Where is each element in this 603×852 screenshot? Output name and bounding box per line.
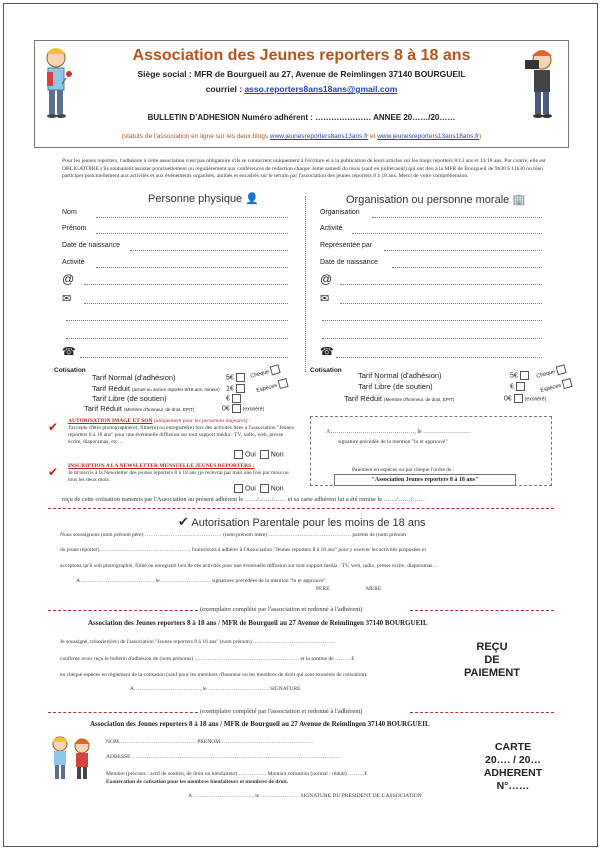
exemplaire1-sep: (exemplaire complété par l'association et redonné à l'adhérent) [200, 606, 363, 613]
courriel-link[interactable]: asso.reporters8ans18ans@gmail.com [244, 84, 398, 94]
association-title: Association des Jeunes reporters 8 à 18 ans [132, 47, 471, 64]
morale-representee-label: Représentée par [320, 242, 373, 249]
two-reporters-illustration [46, 734, 98, 784]
physique-naissance-field[interactable] [130, 250, 288, 251]
recu-transmis-line: reçu de cette cotisation transmis par l'Association au présent adhérent le ……/……/…… et sa carte adhérent lui a été remise le ……/……/…… [62, 496, 425, 503]
exemplaire2-nom: NOM…………………………………… PRENOM…………………………………………… [106, 739, 314, 745]
recu-de-paiement: REÇU DE PAIEMENT [463, 641, 521, 679]
tarif-reduit-checkbox-left[interactable] [236, 384, 245, 393]
price-5-right: 5€ [510, 372, 518, 380]
reduit2-note-left: (Membre d'honneur, de droit, EPIT) [124, 407, 195, 412]
exemplaire2-exoneration: Exonération de cotisation pour les membres bienfaiteurs et membres de droit. [106, 779, 289, 785]
morale-email-field[interactable] [340, 284, 542, 285]
signature-mention: signature précédée de la mention "lu et approuvé" [338, 439, 448, 445]
person-icon: 👤 [245, 193, 259, 205]
mere-label: MERE [366, 586, 382, 592]
reduit2-text-left: Tarif Réduit [84, 404, 122, 413]
price-libre-right: € [510, 383, 514, 391]
morale-phone-icon: ☎ [320, 346, 334, 358]
morale-phone-field[interactable] [336, 357, 542, 358]
price-0-right: 0€ [504, 395, 512, 403]
physique-nom-label: Nom [62, 209, 77, 216]
header-box [34, 40, 569, 148]
physique-phone-field[interactable] [80, 357, 288, 358]
autorisation-title: AUTORISATION IMAGE ET SON [68, 418, 153, 424]
cheque-text-left: Chèque [249, 368, 271, 380]
especes-text-left: Espèces [255, 382, 278, 394]
tarif-normal-left: Tarif Normal (d'adhésion) [92, 373, 176, 382]
morale-naissance-label: Date de naissance [320, 259, 378, 266]
tarif-normal-right: Tarif Normal (d'adhésion) [358, 371, 442, 380]
checkmark-icon-newsletter: ✔ [48, 465, 59, 479]
tarif-libre-price-right [510, 382, 525, 391]
reporter-boy-camera-illustration [522, 46, 562, 126]
cotisation-label-right: Cotisation [310, 367, 342, 374]
newsletter-text: Je m'inscris à la Newsletter des jeunes reporters 8 à 18 ans (je recevrai par mail une fois par mois ou tous les deux mois. [68, 470, 289, 483]
newsletter-title: INSCRIPTION A LA NEWSLETTER MENSUELLE JEUNES REPORTERS : [68, 463, 255, 469]
exemplaire1-line-3: en chèque espèces en règlement de la cotisation (sauf pour les membres d'honneur ou les membres de droit qui sont exonérés de cotisation). [60, 672, 368, 678]
morale-activite-field[interactable] [352, 233, 542, 234]
exonere-left: (exonéré) [242, 406, 265, 413]
autorisation-non-checkbox[interactable] [260, 450, 269, 459]
building-icon: 🏢 [512, 194, 527, 206]
especes-text-right: Espèces [539, 382, 562, 394]
blog2-link[interactable]: www.jeunesreporters13ans18ans.fr [377, 133, 480, 140]
parentale-title-text: Autorisation Parentale pour les moins de 18 ans [191, 517, 426, 529]
carte-adherent: CARTE 20…. / 20… ADHERENT N°…… [483, 741, 543, 792]
tarif-libre-checkbox-left[interactable] [232, 394, 241, 403]
morale-email-icon: @ [320, 272, 333, 286]
newsletter-non-checkbox[interactable] [260, 484, 269, 493]
morale-mail-icon: ✉ [320, 293, 330, 305]
autorisation-title-note: (uniquement pour les personnes majeures) : [153, 418, 251, 424]
tarif-reduit2-price-right [504, 394, 546, 403]
newsletter-block [68, 463, 298, 484]
tarif-libre-left: Tarif Libre (de soutien) [92, 394, 167, 403]
pere-label: PERE [316, 586, 330, 592]
autorisation-oui-label: Oui [244, 451, 256, 459]
statuts-text: (statuts de l’association en ligne sur les deux blogs [121, 133, 270, 140]
physique-email-icon: @ [62, 272, 75, 286]
tarif-reduit2-right [344, 394, 454, 403]
autorisation-oui-checkbox[interactable] [234, 450, 243, 459]
physique-title-text: Personne physique [148, 193, 243, 205]
reduit2-note-right: (Membre d'honneur, de droit, EPIT) [384, 397, 455, 402]
siege-social: Siège social : MFR de Bourgueil au 27, Avenue de Reimlingen 37140 BOURGUEIL [137, 69, 466, 79]
physique-email-field[interactable] [84, 284, 288, 285]
exemplaire1-line-4: A………………………………, le …………………………… SIGNATURE [130, 686, 301, 692]
parentale-title [178, 514, 426, 530]
tarif-reduit2-left [84, 404, 194, 413]
physique-address-field-3[interactable] [66, 338, 288, 339]
dashed-separator-1 [48, 508, 554, 509]
autorisation-choice [232, 450, 284, 459]
tarif-libre-price-left [226, 394, 241, 403]
reporter-girl-illustration [38, 44, 74, 134]
exonere-right: (exonéré) [524, 396, 547, 403]
tarif-exonere-checkbox-left[interactable] [232, 404, 241, 413]
morale-naissance-field[interactable] [392, 267, 542, 268]
tarif-normal-price-right [510, 371, 529, 380]
courriel-label: courriel : [205, 84, 245, 94]
newsletter-choice [232, 484, 284, 493]
reduit-text-left: Tarif Réduit [92, 384, 130, 393]
morale-title-text: Organisation ou personne morale [346, 194, 510, 206]
exemplaire1-title: Association des Jeunes reporters 8 à 18 ans / MFR de Bourgueil au 27 Avenue de Reimlingen 37140 BOURGUEIL [88, 619, 428, 627]
autorisation-non-label: Non [270, 451, 284, 459]
close-paren: ) [479, 133, 482, 140]
morale-activite-label: Activité [320, 225, 343, 232]
sig-a: A…………………………………… [326, 429, 415, 435]
price-1-left: 1€ [226, 385, 234, 393]
exemplaire2-sep: (exemplaire complété par l'association et redonné à l'adhérent) [200, 708, 363, 715]
reduit-note-left: (actuel ou ancien reporter 8/18 ans, mineur) [132, 387, 220, 392]
price-5-left: 5€ [226, 374, 234, 382]
exemplaire1-line-2: confirme avoir reçu le bulletin d'adhésion de (nom prénoms) ………………………………………………… et la somme de ………€ [60, 656, 355, 662]
physique-phone-icon: ☎ [62, 346, 76, 358]
exemplaire2-membre: Membre (précisez : actif de soutien, de droit ou bienfaiteur) …………… Montant cotisation (normal / réduit) ………€ [106, 771, 368, 777]
physique-mail-icon: ✉ [62, 293, 72, 305]
exemplaire2-title: Association des Jeunes reporters 8 à 18 ans / MFR de Bourgueil au 27 Avenue de Reimlingen 37140 BOURGUEIL [90, 720, 430, 728]
ordre-box: "Association Jeunes reporters 8 à 18 ans" [334, 474, 516, 486]
courriel-line [35, 84, 568, 94]
exemplaire2-adresse: ADRESSE …………………………………………………………………………………………………… [106, 754, 341, 760]
morale-representee-field[interactable] [384, 250, 542, 251]
intro-text: Pour les jeunes reporters, l'adhésion à cette association n'est pas obligatoire s'ils se consacrent uniquement à l'écriture et à la publication de leurs articles sur les blogs reporters 8/13 ans et 13/18 ans. Par contre, elle est OBLIGATOIRE s'ils souhaitent assister ponctuellement ou régulièrement aux conférences de rédaction chaque 3ème samedi du mois (sauf en juillet/août) qui ont lieu à la MFR de Bourgueil de 9h30 à 11h30 ou bien participer ponctuellement aux activités et aux événements organisés, animés et encadrés sur le terrain par l'association des jeunes reporters 8 à 18 ans. Merci de votre compréhension. [62, 158, 546, 180]
morale-organisation-field[interactable] [372, 217, 542, 218]
organisation-title [346, 193, 526, 206]
sig-le: , le …………………… [414, 429, 472, 435]
dashed-separator-3a [48, 712, 198, 713]
autorisation-block [68, 418, 298, 446]
price-0-left: 0€ [222, 405, 230, 413]
bulletin-line: BULLETIN D’ADHESION Numéro adhérent : ………………… ANNEE 20……/20…… [147, 113, 456, 122]
morale-address-field-1[interactable] [340, 303, 542, 304]
morale-address-field-2[interactable] [322, 320, 542, 321]
cotisation-label-left: Cotisation [54, 367, 86, 374]
signature-place-date [326, 428, 471, 436]
morale-address-field-3[interactable] [322, 338, 542, 339]
physique-activite-label: Activité [62, 259, 85, 266]
tarif-normal-checkbox-right[interactable] [520, 371, 529, 380]
physique-address-field-2[interactable] [66, 320, 288, 321]
tarif-normal-price-left [226, 373, 245, 382]
blog1-link[interactable]: www.jeunesreporters8ans13ans.fr [269, 133, 369, 140]
parentale-line-4: A………………………………… , le ……………………… signatures précédées de la mention "lu et approuvé" [76, 578, 326, 584]
autorisation-text: J'accepte d'être photographié(e), filmé(e) ou enregistré(e) lors des activités liées à l'association "Jeunes reporters 8 à 18 ans" pour une éventuelle diffusion sur tout support média : TV, radio, web, presse écrite, diaporamas, etc… [68, 425, 294, 445]
parentale-line-3: acceptons qu'il soit photographié, filmé ou enregistré lors de ces activités pour une éventuelle diffusion sur tout support média : TV, web, radio, presse écrite, diaporamas… [60, 563, 438, 569]
cheque-text-right: Chèque [535, 368, 557, 380]
dashed-separator-2a [48, 610, 198, 611]
et-text: et [368, 133, 378, 140]
checkmark-icon-parentale: ✔ [178, 514, 189, 529]
personne-physique-title [148, 192, 259, 205]
exemplaire1-line-1: Je soussigné, trésorier(ère) de l'association "Jeunes reporters 8 à 18 ans" (nom prénom) ……………………………………… [60, 639, 336, 645]
physique-naissance-label: Date de naissance [62, 242, 120, 249]
checkmark-icon-autorisation: ✔ [48, 420, 59, 434]
newsletter-oui-label: Oui [244, 485, 256, 493]
reduit2-text-right: Tarif Réduit [344, 394, 382, 403]
physique-prenom-label: Prénom [62, 225, 87, 232]
parentale-line-2: du jeune reporter) …………………………………………, l'autorisons à adhérer à l'Association "Jeunes reporters 8 à 18 ans" pour y exercer les activités proposées et [60, 547, 427, 553]
physique-prenom-field[interactable] [96, 233, 288, 234]
morale-organisation-label: Organisation [320, 209, 360, 216]
tarif-exonere-checkbox-right[interactable] [514, 394, 523, 403]
tarif-libre-right: Tarif Libre (de soutien) [358, 382, 433, 391]
statuts-line [35, 133, 568, 140]
exemplaire2-signature: A……………………………, le ………………… SIGNATURE DU PRESIDENT DE L'ASSOCIATION [188, 793, 422, 799]
paiement-text: Paiement en espèces ou par chèque l'ordre de : [352, 467, 455, 473]
parentale-line-1: Nous soussignons (nom prénom père) …………………………………… (nom prénom mère) ……………………………………… parents de (nom prénom [60, 532, 407, 538]
tarif-reduit-left [92, 384, 220, 393]
tarif-normal-checkbox-left[interactable] [236, 373, 245, 382]
dashed-separator-3b [410, 712, 554, 713]
physique-address-field-1[interactable] [84, 303, 288, 304]
physique-activite-field[interactable] [96, 267, 288, 268]
newsletter-non-label: Non [270, 485, 284, 493]
dashed-separator-2b [410, 610, 554, 611]
tarif-reduit2-price-left [222, 404, 264, 413]
tarif-libre-checkbox-right[interactable] [516, 382, 525, 391]
column-divider [305, 196, 306, 372]
price-libre-left: € [226, 395, 230, 403]
physique-nom-field[interactable] [96, 217, 288, 218]
newsletter-oui-checkbox[interactable] [234, 484, 243, 493]
tarif-reduit-price-left [226, 384, 245, 393]
